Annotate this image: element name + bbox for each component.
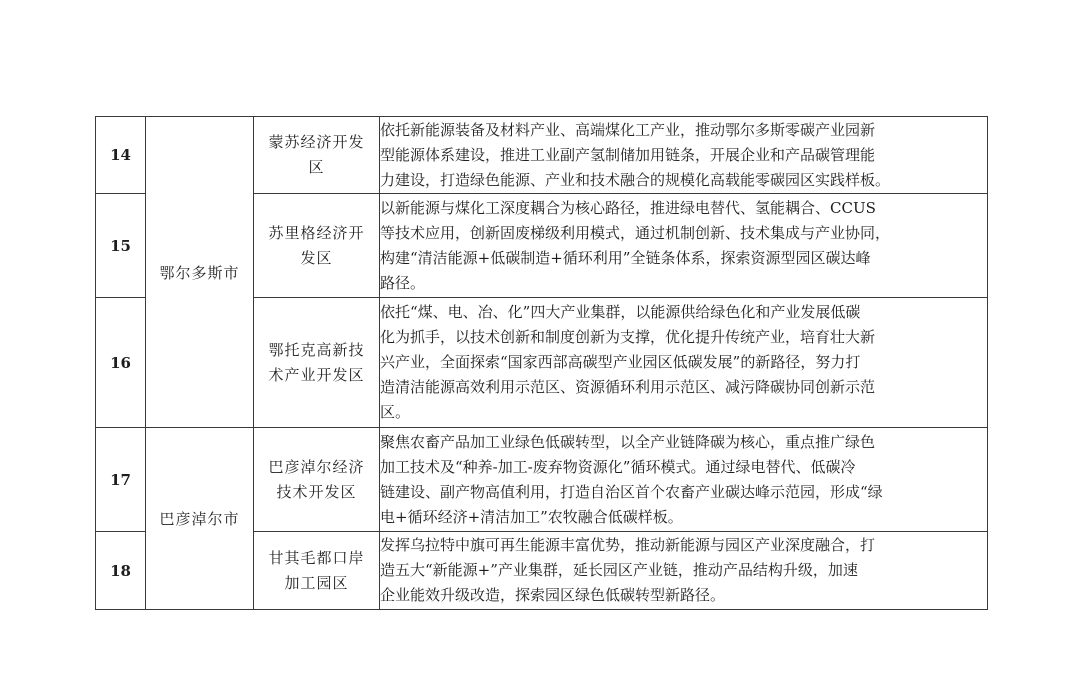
row-number: 14: [96, 117, 146, 194]
zone-name: 苏里格经济开 发区: [254, 194, 380, 298]
zone-description: 以新能源与煤化工深度耦合为核心路径，推进绿电替代、氢能耦合、CCUS 等技术应用，创新固废梯级利用模式，通过机制创新、技术集成与产业协同， 构建“清洁能源+低碳制造+循环利用”全链条体系，探索资源型园区碳达峰 路径。: [380, 194, 988, 298]
city-cell: 巴彦淖尔市: [146, 428, 254, 610]
zone-name: 甘其毛都口岸 加工园区: [254, 532, 380, 610]
row-number: 16: [96, 298, 146, 428]
zone-name: 巴彦淖尔经济 技术开发区: [254, 428, 380, 532]
zone-description: 发挥乌拉特中旗可再生能源丰富优势，推动新能源与园区产业深度融合，打 造五大“新能源+”产业集群，延长园区产业链，推动产品结构升级，加速 企业能效升级改造，探索园区绿色低碳转型新路径。: [380, 532, 988, 610]
row-number: 15: [96, 194, 146, 298]
zone-description: 依托新能源装备及材料产业、高端煤化工产业，推动鄂尔多斯零碳产业园新 型能源体系建设，推进工业副产氢制储加用链条，开展企业和产品碳管理能 力建设，打造绿色能源、产业和技术融合的规模化高载能零碳园区实践样板。: [380, 117, 988, 194]
city-cell: 鄂尔多斯市: [146, 117, 254, 428]
zone-name: 鄂托克高新技 术产业开发区: [254, 298, 380, 428]
zone-name: 蒙苏经济开发 区: [254, 117, 380, 194]
table-row: [96, 428, 988, 532]
row-number: 17: [96, 428, 146, 532]
zone-description: 聚焦农畜产品加工业绿色低碳转型，以全产业链降碳为核心，重点推广绿色 加工技术及“种养-加工-废弃物资源化”循环模式。通过绿电替代、低碳冷 链建设、副产物高值利用，打造自治区首个农畜产业碳达峰示范园，形成“绿 电+循环经济+清洁加工”农牧融合低碳样板。: [380, 428, 988, 532]
zone-description: 依托“煤、电、冶、化”四大产业集群，以能源供给绿色化和产业发展低碳 化为抓手，以技术创新和制度创新为支撑，优化提升传统产业，培育壮大新 兴产业，全面探索“国家西部高碳型产业园区低碳发展”的新路径，努力打 造清洁能源高效利用示范区、资源循环利用示范区、减污降碳协同创新示范 区。: [380, 298, 988, 428]
policy-table: [95, 116, 988, 610]
row-number: 18: [96, 532, 146, 610]
table-row: [96, 117, 988, 194]
